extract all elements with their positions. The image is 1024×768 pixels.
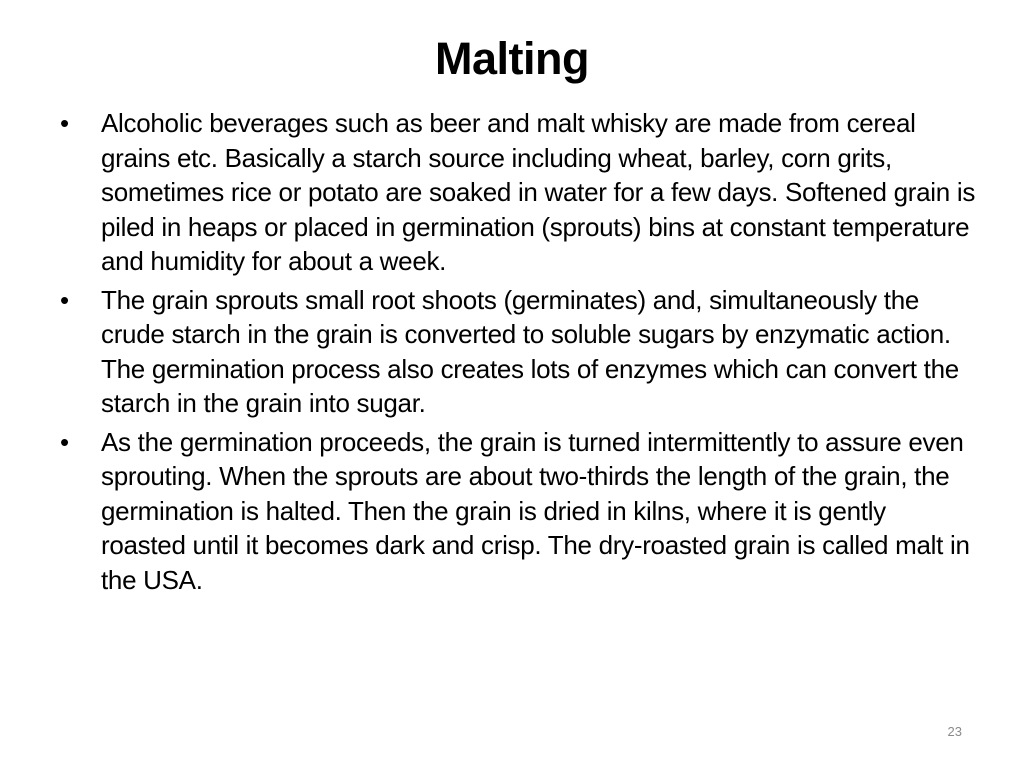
page-number: 23 (947, 724, 962, 739)
bullet-item (56, 425, 976, 598)
bullet-text: The grain sprouts small root shoots (germinates) and, simultaneously the crude starch in the grain is converted to soluble sugars by enzymatic action. The germination process also creates lots of enzymes which can convert the starch in the grain into sugar. (101, 284, 959, 418)
slide-title: Malting (435, 33, 589, 84)
bullet-list (56, 106, 976, 597)
slide-content (56, 106, 976, 601)
bullet-dot-icon: • (60, 108, 69, 138)
bullet-item (56, 106, 976, 279)
bullet-item (56, 283, 976, 421)
bullet-dot-icon: • (60, 426, 69, 457)
bullet-text: Alcoholic beverages such as beer and malt whisky are made from cereal grains etc. Basically a starch source including wheat, barley, corn grits, sometimes rice or potato are soaked in water for a few days. Softened grain is piled in heaps or placed in germination (sprouts) bins at constant temperature and humidity for about a week. (101, 108, 976, 276)
bullet-text: As the germination proceeds, the grain is turned intermittently to assure even sprouting. When the sprouts are about two-thirds the length of the grain, the germination is halted. Then the grain is dried in kilns, where it is gently roasted until it becomes dark and crisp. The dry-roasted grain is called malt in the USA. (101, 426, 970, 595)
bullet-dot-icon: • (60, 284, 69, 315)
